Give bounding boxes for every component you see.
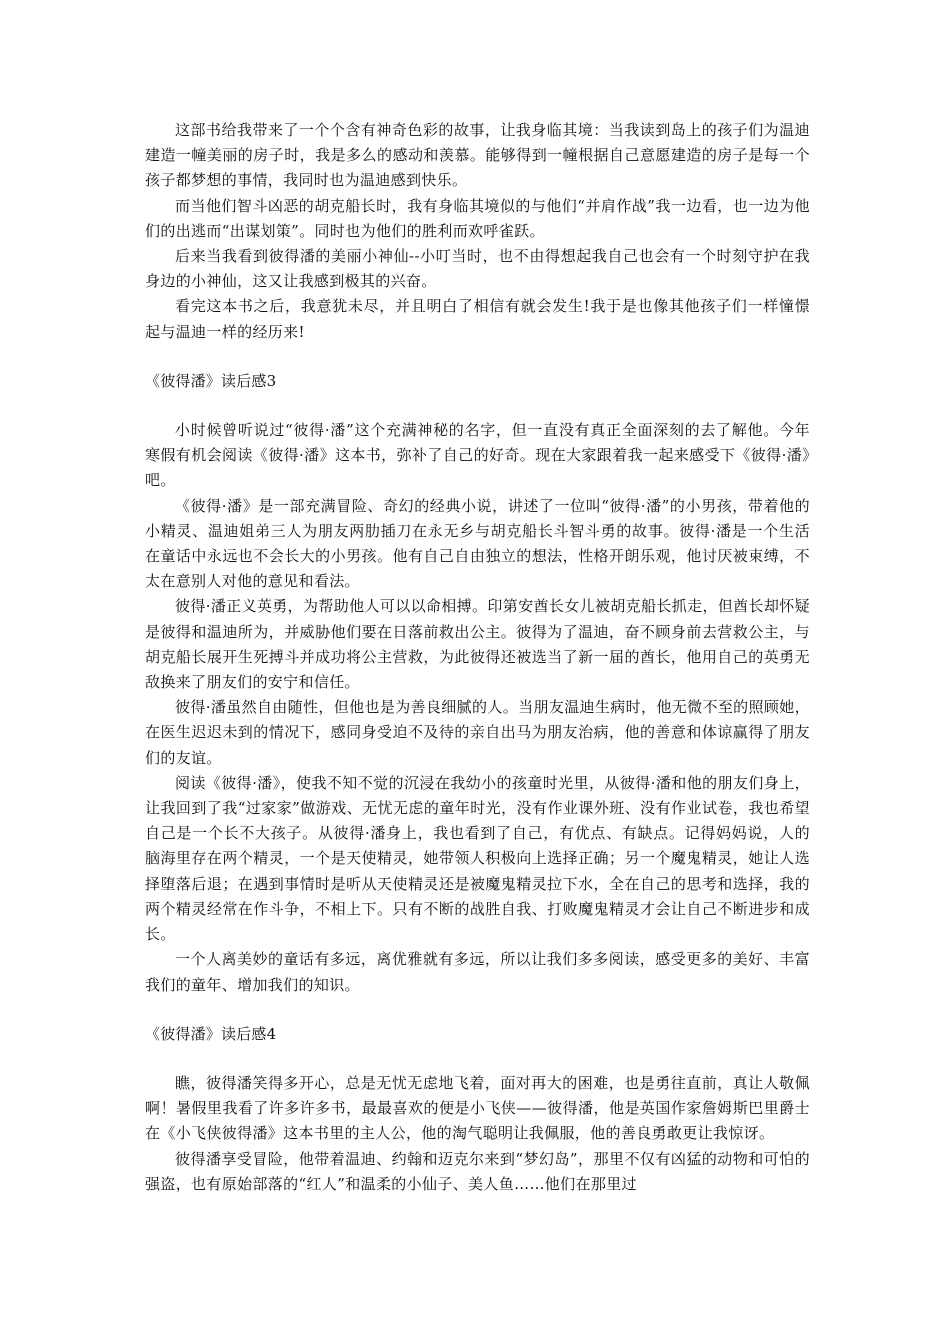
paragraph: 彼得潘享受冒险，他带着温迪、约翰和迈克尔来到“梦幻岛”，那里不仅有凶猛的动物和可怕的强盗，也有原始部落的“红人”和温柔的小仙子、美人鱼……他们在那里过: [145, 1149, 810, 1193]
paragraph: 小时候曾听说过“彼得·潘”这个充满神秘的名字，但一直没有真正全面深刻的去了解他。今年寒假有机会阅读《彼得·潘》这本书，弥补了自己的好奇。现在大家跟着我一起来感受下《彼得·潘》吧。: [145, 421, 810, 490]
section-title: 《彼得潘》读后感4: [145, 1024, 277, 1043]
paragraph: 瞧，彼得潘笑得多开心，总是无忧无虑地飞着，面对再大的困难，也是勇往直前，真让人敬佩啊！暑假里我看了许多许多书，最最喜欢的便是小飞侠——彼得潘，他是英国作家詹姆斯巴里爵士在《小飞侠彼得潘》这本书里的主人公，他的淘气聪明让我佩服，他的善良勇敢更让我惊讶。: [145, 1073, 810, 1143]
paragraph: 彼得·潘正义英勇，为帮助他人可以以命相搏。印第安酋长女儿被胡克船长抓走，但酋长却怀疑是彼得和温迪所为，并威胁他们要在日落前救出公主。彼得为了温迪，奋不顾身前去营救公主，与胡克船长展开生死搏斗并成功将公主营救，为此彼得还被选当了新一届的酋长，他用自己的英勇无敌换来了朋友们的安宁和信任。: [145, 597, 810, 692]
paragraph: 这部书给我带来了一个个含有神奇色彩的故事，让我身临其境：当我读到岛上的孩子们为温迪建造一幢美丽的房子时，我是多么的感动和羡慕。能够得到一幢根据自己意愿建造的房子是每一个孩子都梦想的事情，我同时也为温迪感到快乐。: [145, 121, 810, 190]
paragraph: 彼得·潘虽然自由随性，但他也是为善良细腻的人。当朋友温迪生病时，他无微不至的照顾她，在医生迟迟未到的情况下，感同身受迫不及待的亲自出马为朋友治病，他的善意和体谅赢得了朋友们的友谊。: [145, 698, 810, 767]
paragraph: 一个人离美妙的童话有多远，离优雅就有多远，所以让我们多多阅读，感受更多的美好、丰富我们的童年、增加我们的知识。: [145, 950, 810, 994]
paragraph: 而当他们智斗凶恶的胡克船长时，我有身临其境似的与他们“并肩作战”我一边看，也一边为他们的出逃而“出谋划策”。同时也为他们的胜利而欢呼雀跃。: [145, 196, 810, 240]
section-3: [145, 369, 810, 998]
section-intro: [145, 118, 810, 345]
document-page: [145, 118, 810, 1197]
section-4: [145, 1022, 810, 1197]
paragraph: 《彼得·潘》是一部充满冒险、奇幻的经典小说，讲述了一位叫“彼得·潘”的小男孩，带着他的小精灵、温迪姐弟三人为朋友两肋插刀在永无乡与胡克船长斗智斗勇的故事。彼得·潘是一个生活在童话中永远也不会长大的小男孩。他有自己自由独立的想法，性格开朗乐观，他讨厌被束缚，不太在意别人对他的意见和看法。: [145, 496, 810, 591]
paragraph: 阅读《彼得·潘》，使我不知不觉的沉浸在我幼小的孩童时光里，从彼得·潘和他的朋友们身上，让我回到了我“过家家”做游戏、无忧无虑的童年时光，没有作业课外班、没有作业试卷，我也希望自己是一个长不大孩子。从彼得·潘身上，我也看到了自己，有优点、有缺点。记得妈妈说，人的脑海里存在两个精灵，一个是天使精灵，她带领人积极向上选择正确；另一个魔鬼精灵，她让人选择堕落后退；在遇到事情时是听从天使精灵还是被魔鬼精灵拉下水，全在自己的思考和选择，我的两个精灵经常在作斗争，不相上下。只有不断的战胜自我、打败魔鬼精灵才会让自己不断进步和成长。: [145, 773, 810, 944]
section-title: 《彼得潘》读后感3: [145, 371, 277, 390]
paragraph: 看完这本书之后，我意犹未尽，并且明白了相信有就会发生!我于是也像其他孩子们一样憧憬起与温迪一样的经历来!: [145, 297, 810, 341]
paragraph: 后来当我看到彼得潘的美丽小神仙--小叮当时，也不由得想起我自己也会有一个时刻守护在我身边的小神仙，这又让我感到极其的兴奋。: [145, 247, 810, 291]
